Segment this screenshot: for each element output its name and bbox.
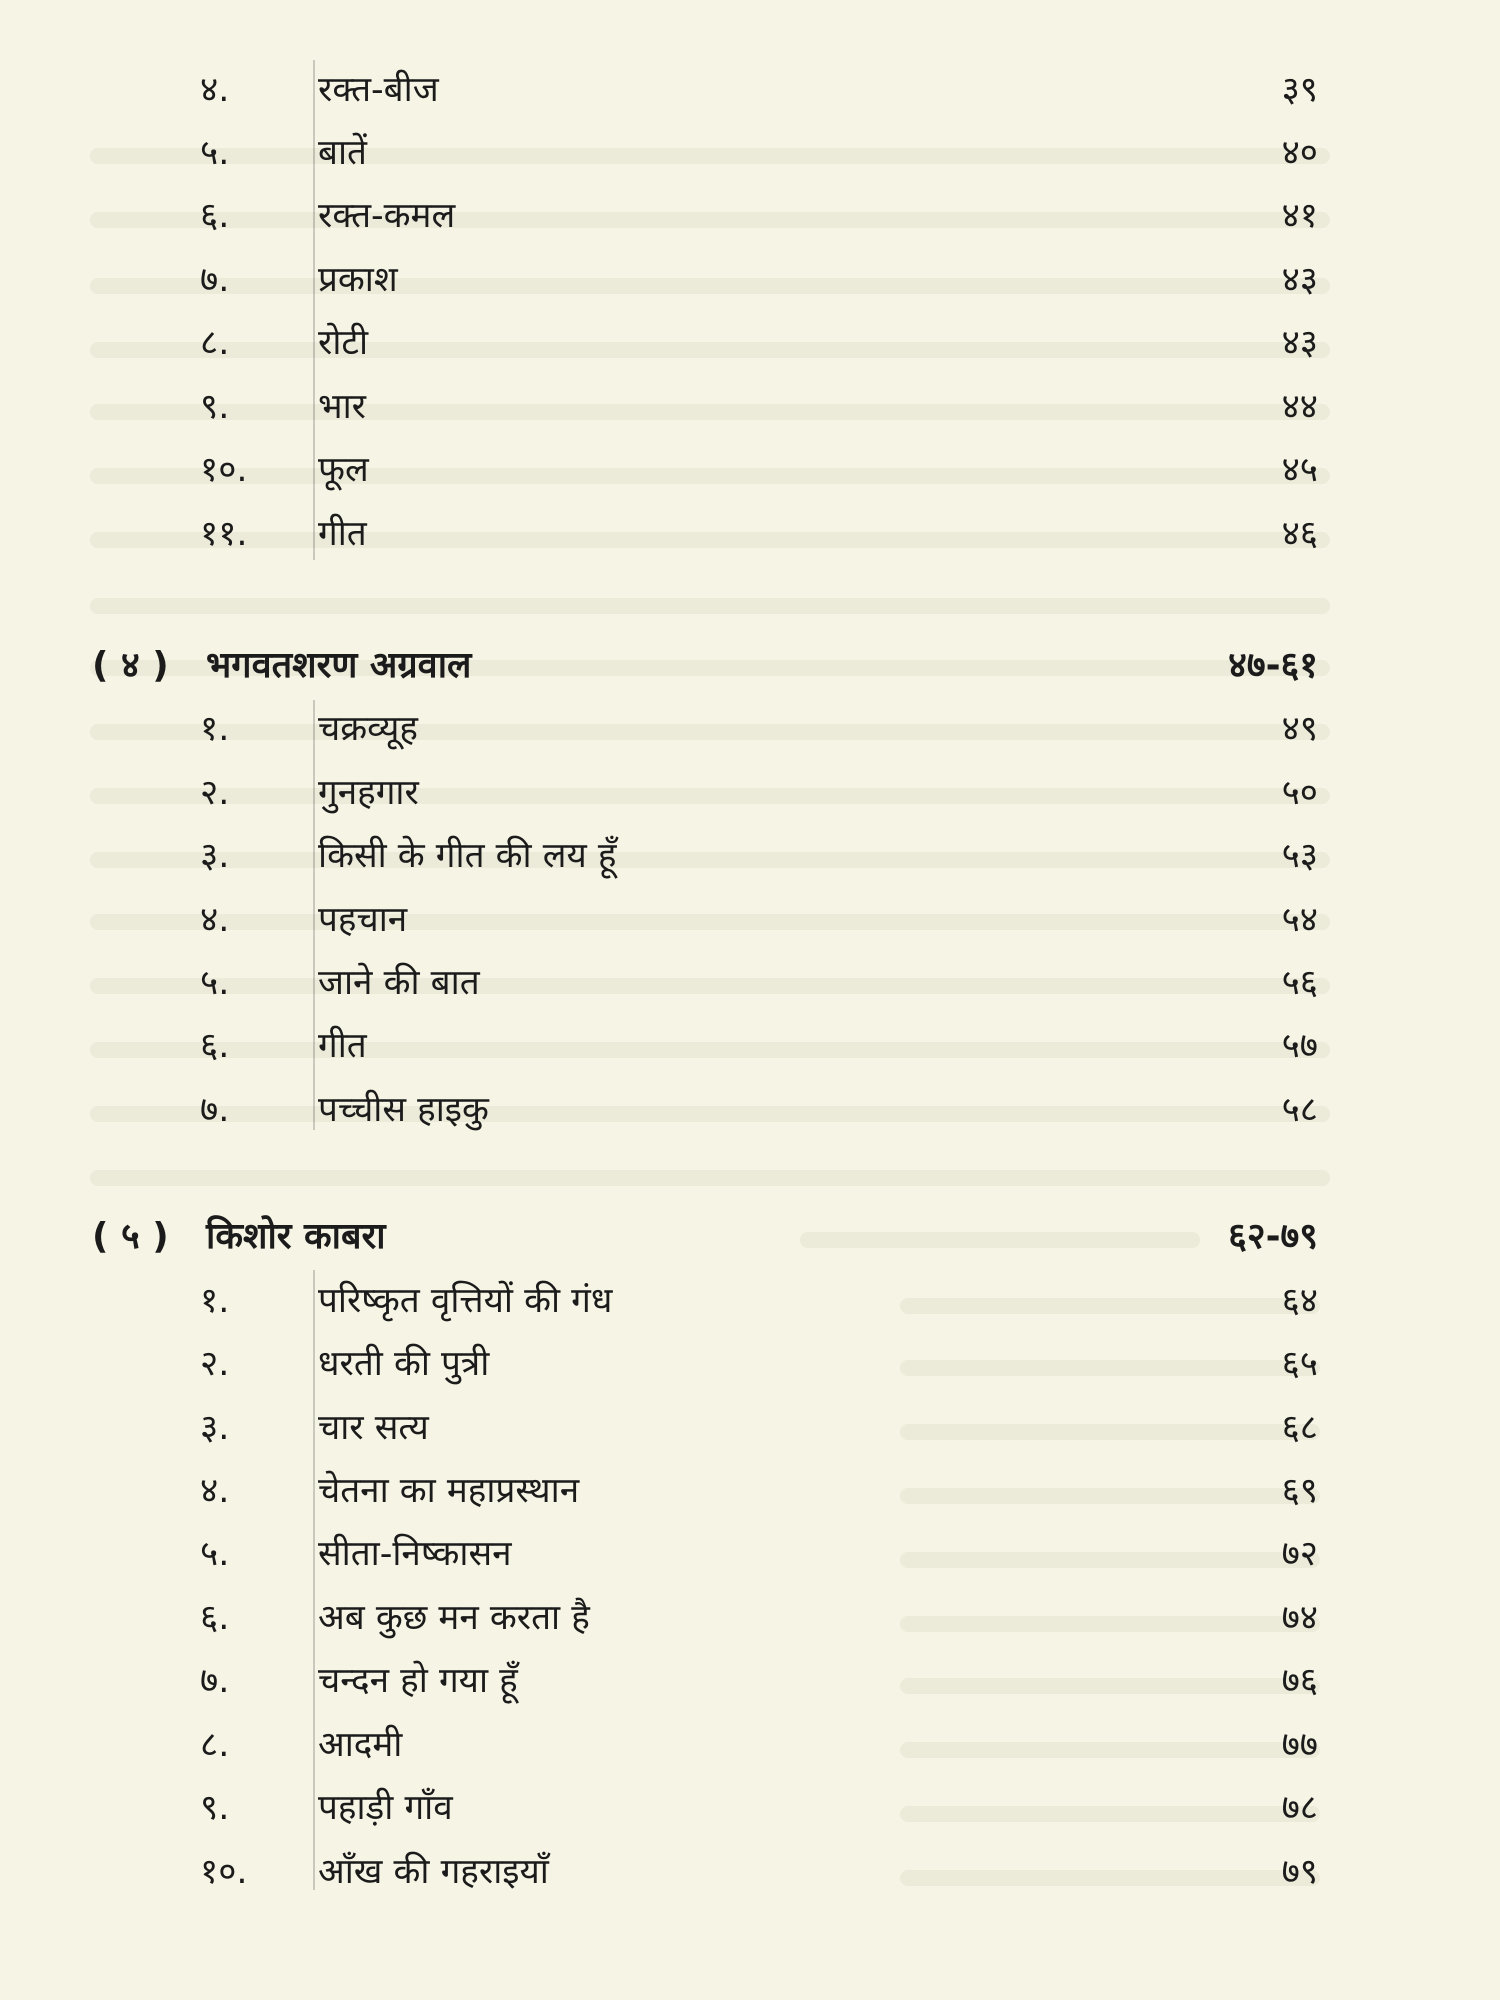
toc-entry [0, 1014, 1500, 1078]
entry-page: ६४ [1281, 1281, 1318, 1321]
entry-number: ३. [200, 1408, 230, 1448]
entry-page: ७२ [1281, 1534, 1318, 1574]
entry-number: ४. [200, 900, 230, 940]
entry-page: ५८ [1281, 1090, 1318, 1130]
entry-number: २. [200, 1344, 230, 1384]
toc-entry [0, 248, 1500, 312]
toc-entry [0, 697, 1500, 761]
toc-entry [0, 184, 1500, 248]
entry-page: ७६ [1281, 1661, 1318, 1701]
entry-page: ४४ [1281, 387, 1318, 427]
entry-page: ४१ [1281, 196, 1318, 236]
entry-page: ७८ [1281, 1788, 1318, 1828]
toc-entry [0, 951, 1500, 1015]
entry-title: पहचान [318, 900, 408, 940]
entry-number: ८. [200, 323, 230, 363]
toc-entry [0, 1713, 1500, 1777]
entry-page: ७७ [1281, 1725, 1318, 1765]
entry-page: ४५ [1281, 450, 1318, 490]
toc-entry [0, 1522, 1500, 1586]
toc-entry [0, 58, 1500, 122]
entry-number: ४. [200, 70, 230, 110]
entry-page: ४६ [1281, 514, 1318, 554]
entry-page: ६५ [1281, 1344, 1318, 1384]
entry-title: भार [318, 387, 366, 427]
entry-title: पहाड़ी गाँव [318, 1788, 453, 1828]
entry-title: बातें [318, 133, 368, 173]
entry-number: ७. [200, 1090, 230, 1130]
entry-title: जाने की बात [318, 963, 480, 1003]
toc-entry [0, 824, 1500, 888]
entry-number: ७. [200, 260, 230, 300]
entry-page: ५३ [1281, 836, 1318, 876]
entry-title: धरती की पुत्री [318, 1344, 490, 1384]
entry-title: चेतना का महाप्रस्थान [318, 1471, 580, 1511]
toc-entry [0, 1586, 1500, 1650]
entry-title: फूल [318, 450, 369, 490]
section-number: ( ४ ) [92, 645, 169, 686]
entry-number: १०. [200, 450, 248, 490]
entry-title: रक्त-बीज [318, 70, 439, 110]
toc-entry [0, 1459, 1500, 1523]
toc-entry [0, 1776, 1500, 1840]
toc-entry [0, 888, 1500, 952]
section-heading [0, 1205, 1500, 1269]
entry-page: ४९ [1281, 709, 1318, 749]
entry-page: ५४ [1281, 900, 1318, 940]
entry-title: रक्त-कमल [318, 196, 456, 236]
toc-entry [0, 1078, 1500, 1142]
toc-entry [0, 1269, 1500, 1333]
entry-page: ४३ [1281, 323, 1318, 363]
entry-title: रोटी [318, 323, 369, 363]
toc-entry [0, 761, 1500, 825]
entry-page: ४० [1281, 133, 1318, 173]
entry-page: ४३ [1281, 260, 1318, 300]
toc-entry [0, 121, 1500, 185]
entry-title: गीत [318, 514, 367, 554]
entry-number: ५. [200, 1534, 230, 1574]
entry-title: गीत [318, 1026, 367, 1066]
entry-page: ५७ [1281, 1026, 1318, 1066]
toc-entry [0, 1332, 1500, 1396]
section-number: ( ५ ) [92, 1216, 169, 1257]
entry-page: ६९ [1281, 1471, 1318, 1511]
toc-entry [0, 375, 1500, 439]
toc-entry [0, 1649, 1500, 1713]
section-heading [0, 634, 1500, 698]
entry-page: ६८ [1281, 1408, 1318, 1448]
entry-number: १. [200, 1281, 230, 1321]
toc-entry [0, 1396, 1500, 1460]
entry-page: ७४ [1281, 1598, 1318, 1638]
section-title: किशोर काबरा [206, 1216, 386, 1257]
entry-page: ५६ [1281, 963, 1318, 1003]
section-title: भगवतशरण अग्रवाल [206, 645, 472, 686]
entry-title: आँख की गहराइयाँ [318, 1852, 549, 1892]
entry-page: ५० [1281, 773, 1318, 813]
entry-title: चक्रव्यूह [318, 709, 418, 749]
entry-number: १. [200, 709, 230, 749]
entry-number: ६. [200, 196, 230, 236]
entry-number: ४. [200, 1471, 230, 1511]
section-pages: ६२-७९ [1228, 1216, 1318, 1257]
entry-title: किसी के गीत की लय हूँ [318, 836, 617, 876]
entry-page: ३९ [1281, 70, 1318, 110]
entry-number: २. [200, 773, 230, 813]
entry-number: ७. [200, 1661, 230, 1701]
entry-title: सीता-निष्कासन [318, 1534, 512, 1574]
entry-number: १०. [200, 1852, 248, 1892]
entry-number: ८. [200, 1725, 230, 1765]
section-pages: ४७-६१ [1228, 645, 1318, 686]
entry-title: परिष्कृत वृत्तियों की गंध [318, 1281, 613, 1321]
entry-number: ६. [200, 1026, 230, 1066]
toc-entry [0, 502, 1500, 566]
entry-number: ११. [200, 514, 248, 554]
entry-page: ७९ [1281, 1852, 1318, 1892]
entry-number: ६. [200, 1598, 230, 1638]
entry-title: आदमी [318, 1725, 403, 1765]
entry-number: ९. [200, 387, 230, 427]
entry-title: पच्चीस हाइकु [318, 1090, 489, 1130]
entry-number: ९. [200, 1788, 230, 1828]
toc-entry [0, 438, 1500, 502]
entry-title: चन्दन हो गया हूँ [318, 1661, 518, 1701]
toc-entry [0, 311, 1500, 375]
entry-title: अब कुछ मन करता है [318, 1598, 590, 1638]
toc-entry [0, 1840, 1500, 1904]
entry-number: ५. [200, 133, 230, 173]
entry-number: ५. [200, 963, 230, 1003]
entry-title: चार सत्य [318, 1408, 429, 1448]
entry-title: गुनहगार [318, 773, 419, 813]
entry-title: प्रकाश [318, 260, 398, 300]
entry-number: ३. [200, 836, 230, 876]
